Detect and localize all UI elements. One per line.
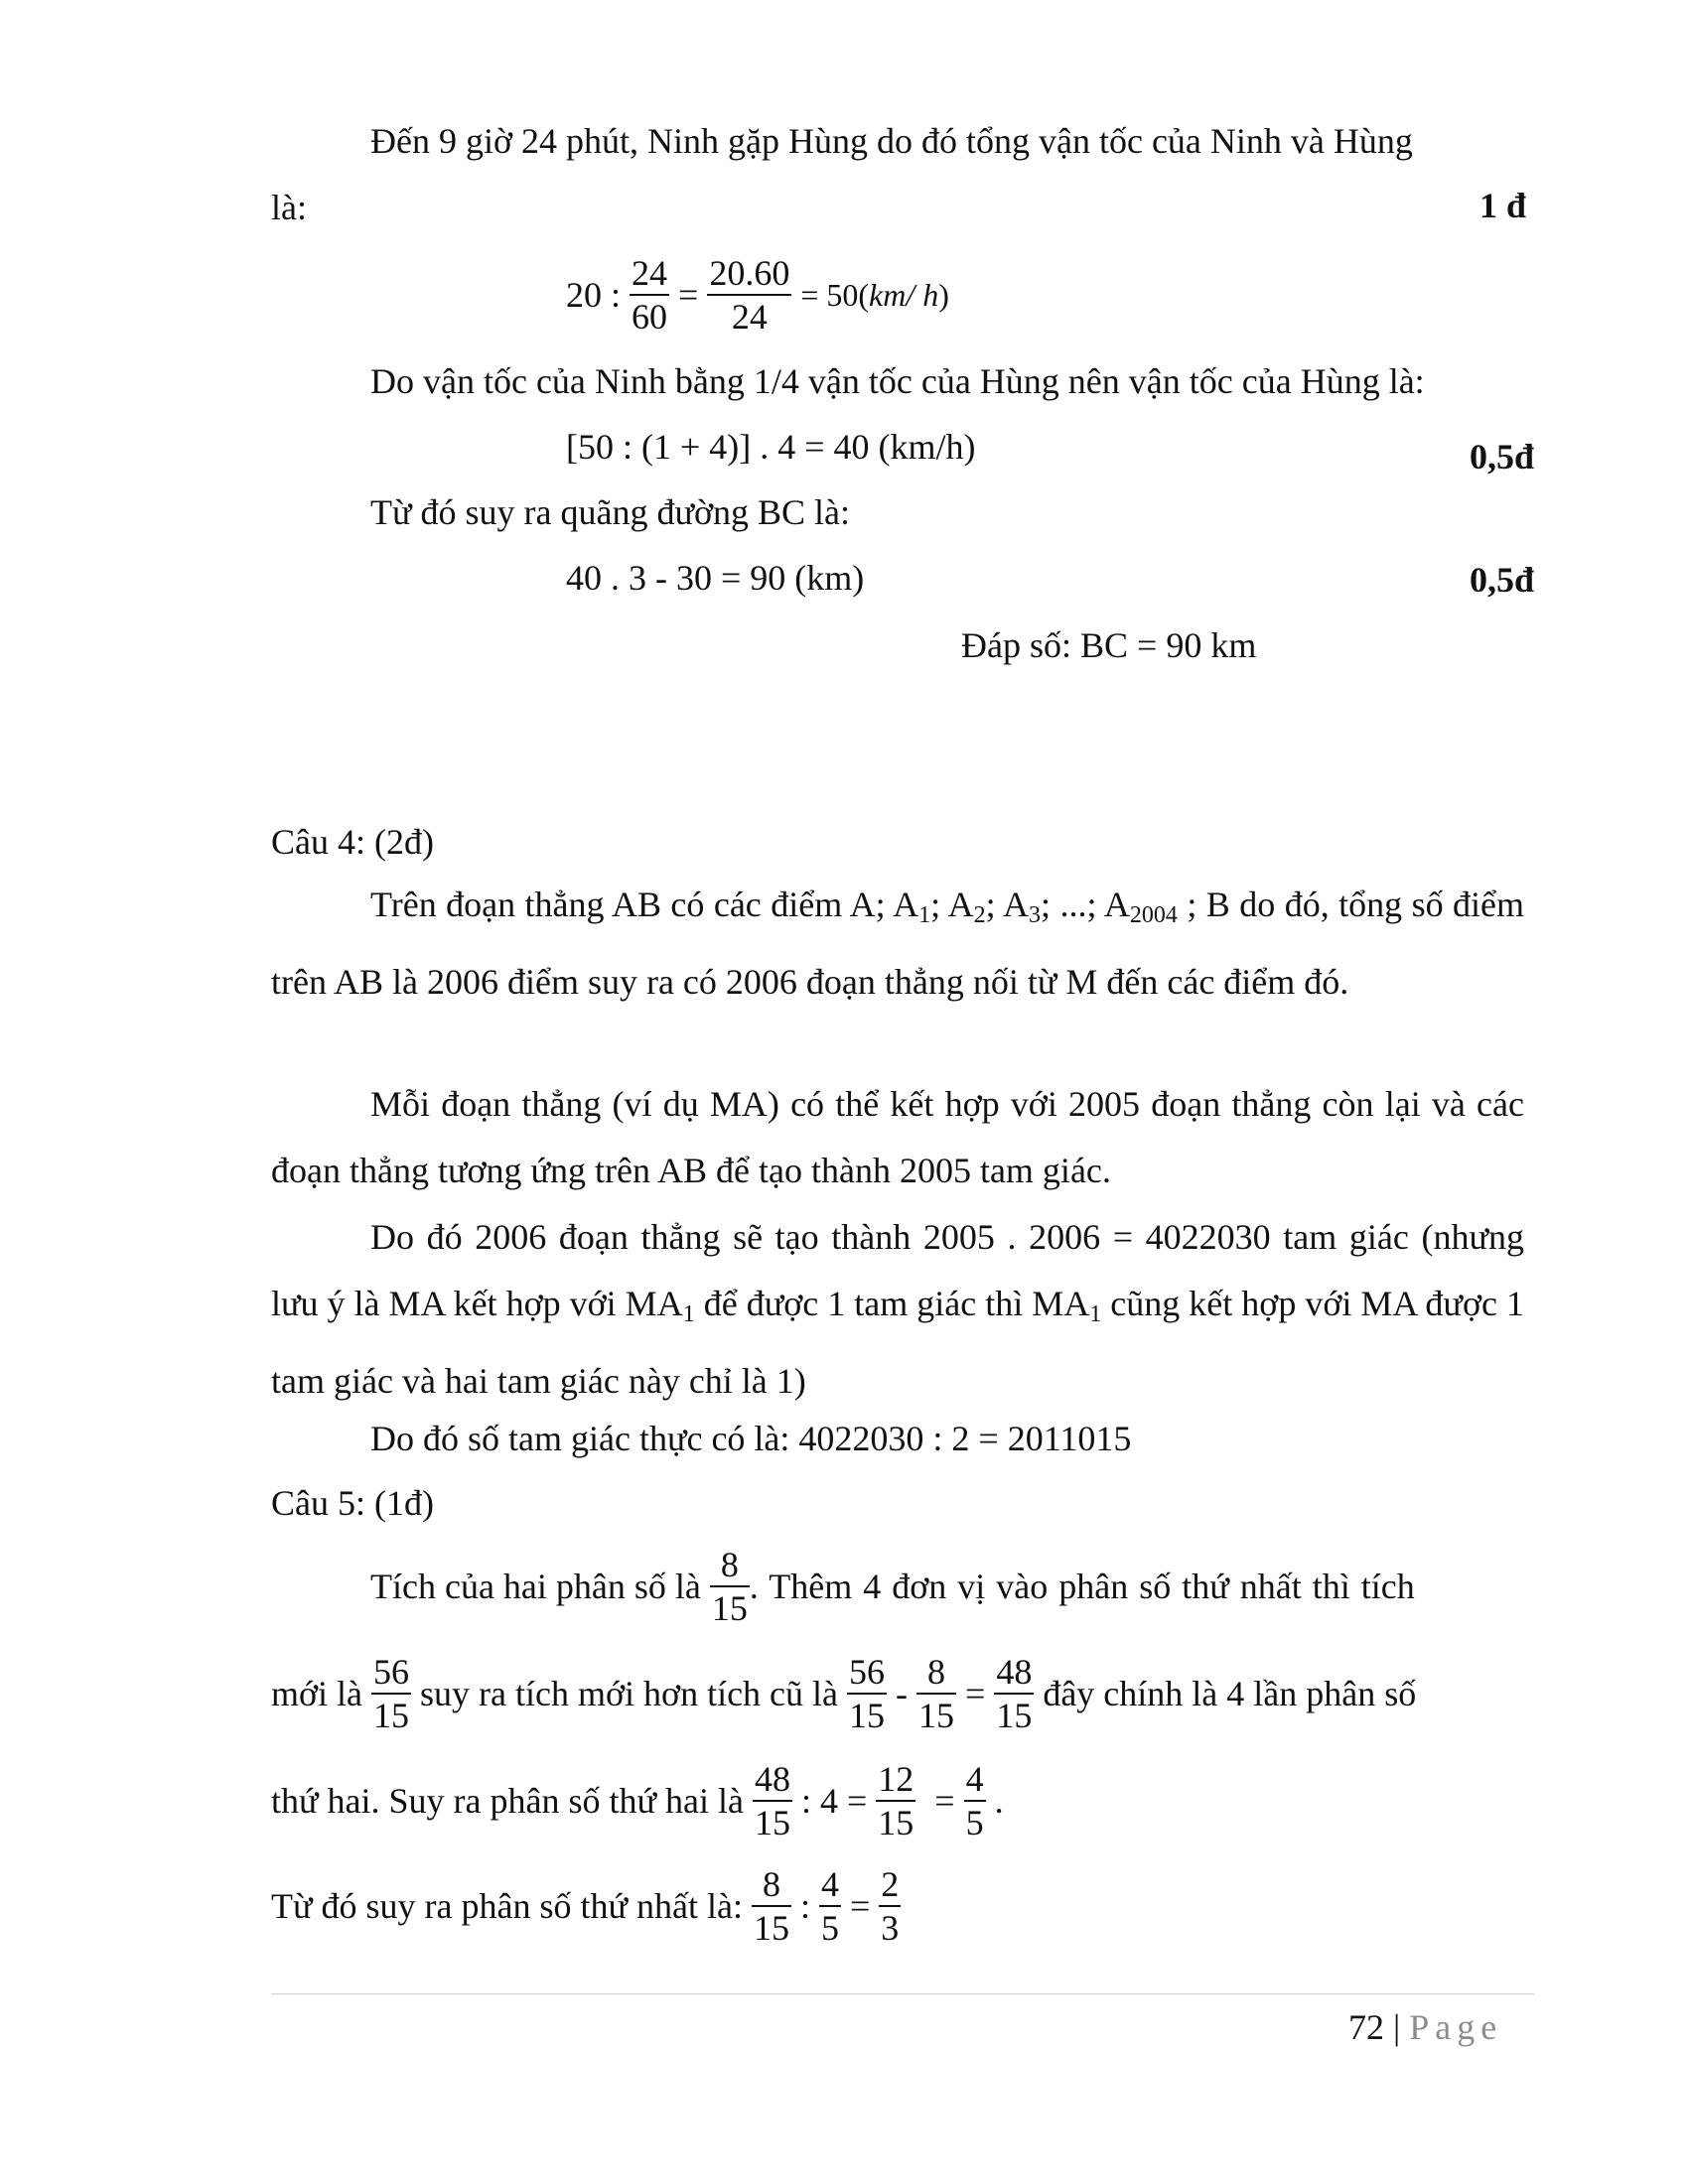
q3-line2: Do vận tốc của Ninh bằng 1/4 vận tốc của Hùng nên vận tốc của Hùng là: bbox=[370, 361, 1425, 401]
q5-line-2: mới là $\frac{56}{15}$ suy ra tích mới hơn tích cũ là $\frac{56}{15}$ - $\frac{8}{15}$ = $\frac{48}{15}$ đây chính là 4 lần phân số bbox=[271, 1652, 1417, 1735]
q3-line3: Từ đó suy ra quãng đường BC là: bbox=[370, 492, 851, 532]
q3-answer: Đáp số: BC = 90 km bbox=[961, 625, 1257, 665]
q3-points-3: 0,5đ bbox=[1470, 560, 1535, 600]
fraction-56-15: $\frac{56}{15}$ bbox=[373, 1652, 410, 1735]
q5-line-3: thứ hai. Suy ra phân số thứ hai là $\frac{48}{15}$ : 4 = $\frac{12}{15}$ = $\frac{4}{5}$ . bbox=[271, 1759, 1004, 1843]
page-number: 72 bbox=[1348, 2007, 1384, 2047]
page-label: Page bbox=[1409, 2007, 1503, 2047]
q5-line-4: Từ đó suy ra phân số thứ nhất là: $\frac{8}{15}$ : $\frac{4}{5}$ = $\frac{2}{3}$ bbox=[271, 1864, 900, 1948]
fraction-24-60: $\frac{24}{60}$ bbox=[632, 253, 668, 337]
fraction-48-15: $\frac{48}{15}$ bbox=[996, 1652, 1033, 1735]
fraction-56-15-b: $\frac{56}{15}$ bbox=[849, 1652, 886, 1735]
fraction-12-15: $\frac{12}{15}$ bbox=[878, 1759, 914, 1843]
q3-equation-1 bbox=[566, 252, 949, 338]
fraction-8-15-b: $\frac{8}{15}$ bbox=[918, 1652, 955, 1735]
q4-paragraph-4: Do đó số tam giác thực có là: 4022030 : 2 = 2011015 bbox=[370, 1419, 1132, 1458]
eq1-equals: = bbox=[678, 275, 699, 315]
q3-points-2: 0,5đ bbox=[1470, 437, 1535, 477]
q3-line1: Đến 9 giờ 24 phút, Ninh gặp Hùng do đó tổng vận tốc của Ninh và Hùng bbox=[370, 121, 1413, 161]
eq1-lhs: 20 : bbox=[566, 275, 622, 315]
q5-heading: Câu 5: (1đ) bbox=[271, 1483, 434, 1523]
fraction-8-15-c: $\frac{8}{15}$ bbox=[753, 1864, 789, 1948]
fraction-2060-24: $\frac{20.60}{24}$ bbox=[709, 253, 790, 337]
q3-line1-cont: là: bbox=[271, 188, 307, 227]
fraction-4-5: $\frac{4}{5}$ bbox=[965, 1759, 984, 1843]
q4-paragraph-3: Do đó 2006 đoạn thẳng sẽ tạo thành 2005 . 2006 = 4022030 tam giác (nhưng lưu ý là MA kết hợp với $MA_1$ để được 1 tam giác thì $MA_1$ cũng kết hợp với MA được 1 tam giác và hai tam giác này chỉ là 1) bbox=[271, 1217, 1524, 1401]
q3-points-1: 1 đ bbox=[1479, 186, 1527, 225]
q4-paragraph-1: Trên đoạn thẳng AB có các điểm A; $A_1$; $A_2$; $A_3$; ...; $A_{2004}$ ; B do đó, tổng số điểm trên AB là 2006 điểm suy ra có 2006 đoạn thẳng nối từ M đến các điểm đó. bbox=[271, 885, 1524, 1002]
fraction-4-5-b: $\frac{4}{5}$ bbox=[820, 1864, 839, 1948]
page-separator: | bbox=[1393, 2007, 1401, 2047]
fraction-2-3: $\frac{2}{3}$ bbox=[881, 1864, 900, 1948]
eq1-result: = 50(km/ h) bbox=[800, 277, 949, 313]
fraction-8-15: $\frac{8}{15}$ bbox=[711, 1545, 748, 1628]
q3-equation-2: [50 : (1 + 4)] . 4 = 40 (km/h) bbox=[566, 427, 976, 467]
fraction-48-15-b: $\frac{48}{15}$ bbox=[754, 1759, 790, 1843]
q3-equation-3: 40 . 3 - 30 = 90 (km) bbox=[566, 558, 865, 598]
page-footer bbox=[1348, 2009, 1502, 2045]
q4-heading: Câu 4: (2đ) bbox=[271, 822, 434, 862]
q5-line-1: Tích của hai phân số là $\frac{8}{15}$ . Thêm 4 đơn vị vào phân số thứ nhất thì tích bbox=[370, 1545, 1415, 1628]
footer-divider bbox=[271, 1993, 1534, 1994]
q4-paragraph-2: Mỗi đoạn thẳng (ví dụ MA) có thể kết hợp với 2005 đoạn thẳng còn lại và các đoạn thẳng tương ứng trên AB để tạo thành 2005 tam giác. bbox=[271, 1084, 1524, 1190]
